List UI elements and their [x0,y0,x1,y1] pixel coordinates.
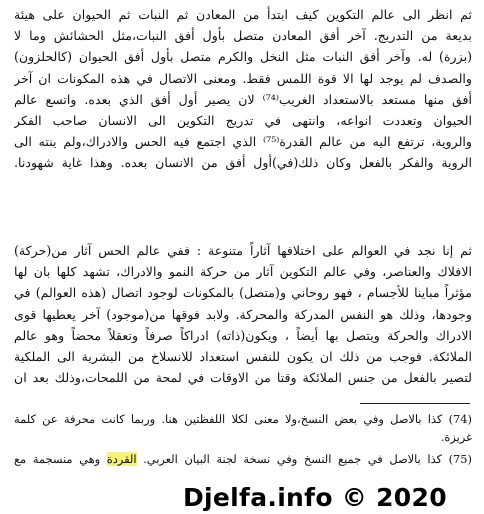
text-line: الادراك والحركة ويتصل بها أيضاً ، ويكون(ذاته) ادراكاً صرفاً وتعقلاً محضاً وهو عالم [14,327,472,343]
footnote-line: غريزة. [440,430,472,444]
text-line: الملائكة. فوجب من ذلك ان يكون للنفس استعداد للانسلاخ من البشرية الى الملكية [14,349,472,365]
highlighted-word: القردة [106,452,137,466]
text-line: الافلاك والعناصر، وفي عالم التكوين آثار من حركة النمو والادراك، تشهد كلها بان لها [14,264,472,280]
paragraph-1 [14,4,472,174]
text-line: بديعة من التدريج. آخر أفق المعادن متصل بأول أفق النبات،مثل الحشائش وما لا [14,28,472,44]
watermark: Djelfa.info © 2020 [183,483,447,512]
footnote-75 [14,450,472,468]
text-line: وجودها، وذلك هو النفس المدركة والمحركة. ولابد فوقها من(موجود) آخر يعطيها قوى [14,306,472,322]
footnote-divider [360,403,470,404]
paragraph-2 [14,240,472,388]
text-line: (بزرة) له. وآخر أفق النبات مثل النخل والكرم متصل بأول أفق الحيوان (كالحلزون) [14,49,472,65]
footnote-text: (75) كذا بالاصل في جميع النسخ وفي نسخة لجنة البيان العربي. [136,452,472,466]
text-line: والروية، ترتفع اليه من عالم القدرة⁽⁷⁵⁾ الذي اجتمع فيه الحس والادراك،ولم ينته الى [14,134,472,150]
text-line: مؤثراً مباينا للأجسام ، فهو روحاني و(متصل) بالمكونات لوجود اتصال (هذه العوالم) في [14,285,472,301]
text-line: ثم انظر الى عالم التكوين كيف ابتدأ من المعادن ثم النبات ثم الحيوان على هيئة [14,7,472,22]
text-line: الحيوان وتعددت انواعه، وانتهى في تدريج التكوين الى الانسان صاحب الفكر [14,113,472,129]
text-line: أفق منها مستعد بالاستعداد الغريب⁽⁷⁴⁾ لان يصير أول أفق الذي بعده. واتسع عالم [14,91,472,107]
footnote-line: (74) كذا بالاصل وفي بعض النسخ،ولا معنى لكلا اللفظتين هنا. وربما كانت محرفة عن كلمة [14,412,472,426]
text-line: ثم إنا نجد في العوالم على اختلافها آثاراً متنوعة : ففي عالم الحس آثار من(حركة) [14,243,472,258]
text-line: الروية والفكر بالفعل وكان ذلك(في)أول أفق من الانسان بعده. وهذا غاية شهودنا. [14,155,472,171]
text-line: والصدف لم يوجد لها الا قوة اللمس فقط. ومعنى الاتصال في هذه المكونات ان آخر [14,70,472,86]
footnote-74 [14,410,472,446]
text-line: لتصير بالفعل من جنس الملائكة وقتا من الاوقات في لمحة من اللمحات،وذلك بعد ان [14,370,472,386]
footnote-line [14,450,472,468]
footnote-text: وهي منسجمة مع [14,452,107,466]
